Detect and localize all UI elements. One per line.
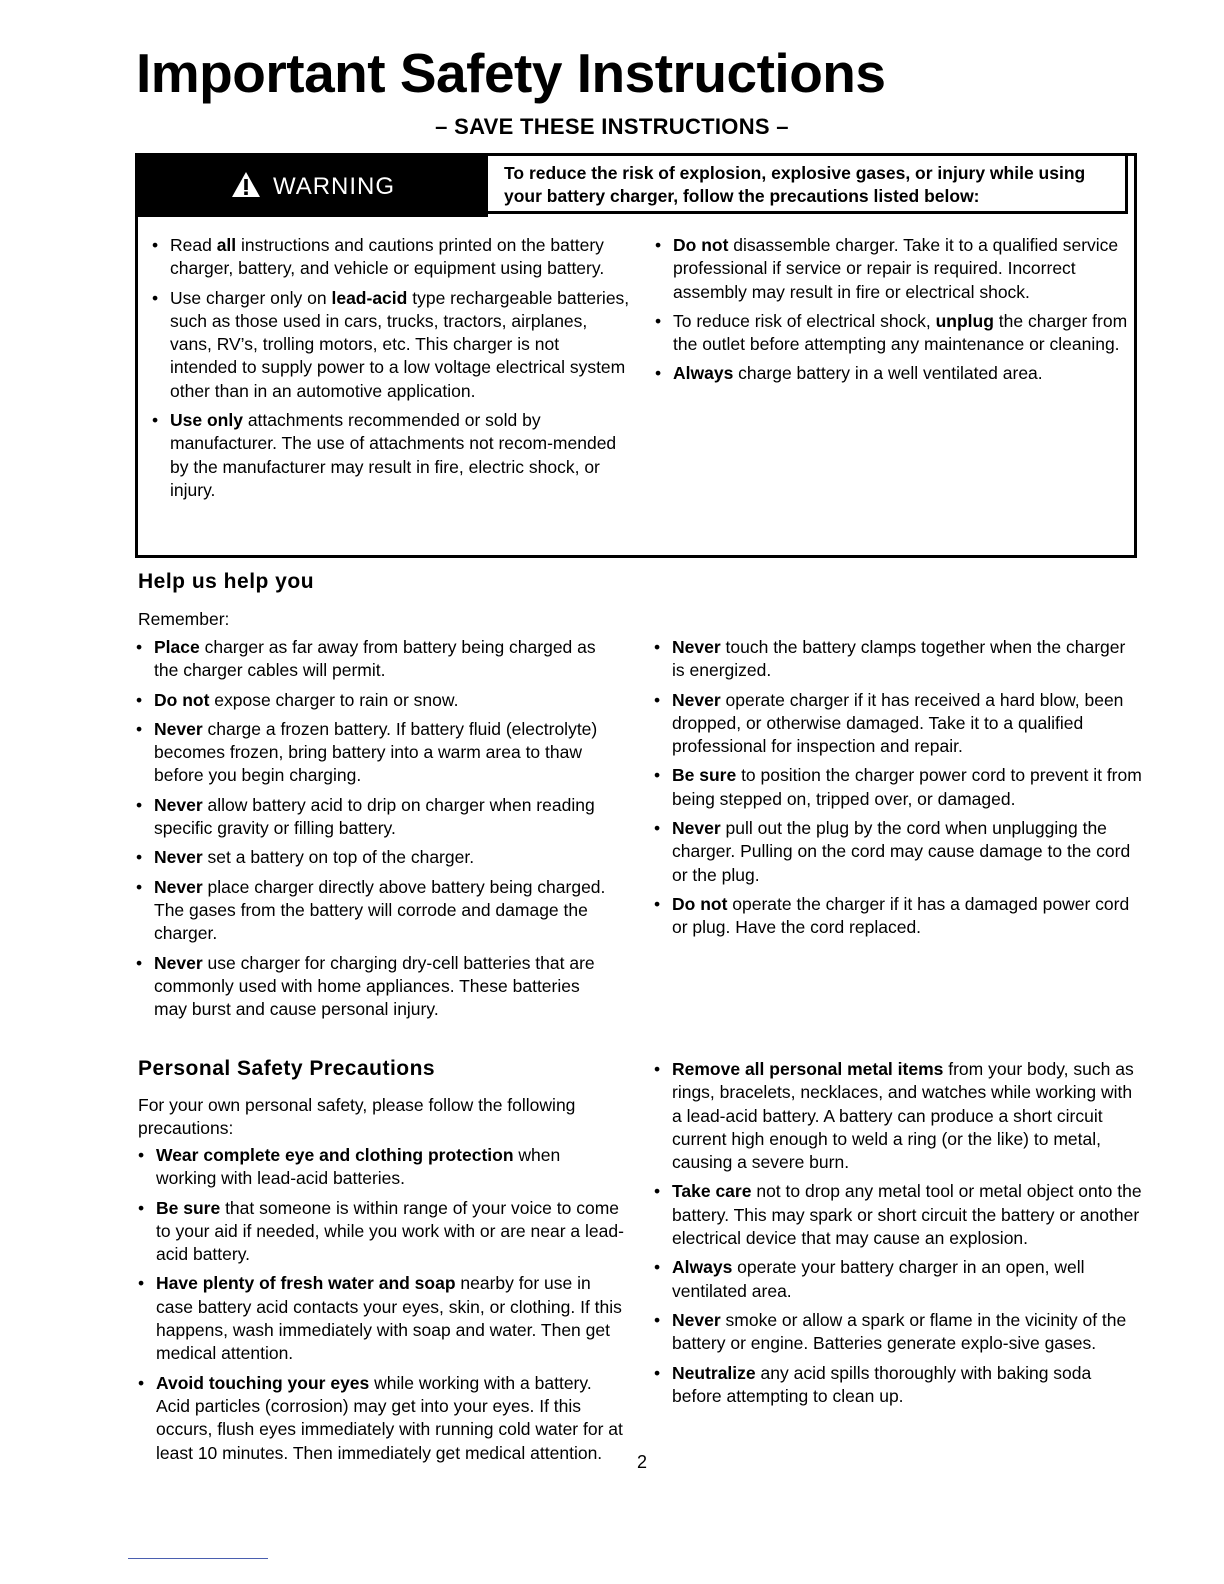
warning-banner	[138, 156, 488, 217]
list-item: • Do not disassemble charger. Take it to a qualified service professional if service or repair is required. Incorrect assembly may result in fire or electrical shock.	[653, 234, 1128, 304]
list-item: • Remove all personal metal items from your body, such as rings, bracelets, necklaces, and watches while working with a lead-acid battery. A battery can produce a short circuit current high enough to weld a ring (or the like) to metal, causing a severe burn.	[652, 1058, 1144, 1174]
warning-lead-text: To reduce the risk of explosion, explosive gases, or injury while using your battery charger, follow the precautions listed below:	[488, 156, 1128, 214]
personal-list-left	[136, 1144, 624, 1471]
list-item: • Never use charger for charging dry-cell batteries that are commonly used with home appliances. These batteries may burst and cause personal injury.	[134, 952, 609, 1022]
list-item: • Never allow battery acid to drip on charger when reading specific gravity or filling battery.	[134, 794, 609, 841]
help-intro: Remember:	[138, 609, 230, 629]
list-item: • Never operate charger if it has received a hard blow, been dropped, or otherwise damaged. Take it to a qualified professional for inspection and repair.	[652, 689, 1142, 759]
list-item: • Wear complete eye and clothing protection when working with lead-acid batteries.	[136, 1144, 624, 1191]
list-item: • Read all instructions and cautions printed on the battery charger, battery, and vehicle or equipment using battery.	[150, 234, 630, 281]
list-item: • Do not expose charger to rain or snow.	[134, 689, 609, 712]
list-item: • Have plenty of fresh water and soap nearby for use in case battery acid contacts your eyes, skin, or clothing. If this happens, wash immediately with soap and water. Then get medical attention.	[136, 1272, 624, 1365]
list-item: • Be sure that someone is within range of your voice to come to your aid if needed, while you work with or are near a lead-acid battery.	[136, 1197, 624, 1267]
warning-list-left	[150, 234, 630, 508]
personal-safety-intro: For your own personal safety, please follow the following precautions:	[138, 1095, 576, 1139]
help-list-left	[134, 636, 609, 1027]
list-item: • Always charge battery in a well ventilated area.	[653, 362, 1128, 385]
warning-box	[135, 153, 1137, 558]
list-item: • Never place charger directly above battery being charged. The gases from the battery will corrode and damage the charger.	[134, 876, 609, 946]
list-item: • Never pull out the plug by the cord when unplugging the charger. Pulling on the cord may cause damage to the cord or the plug.	[652, 817, 1142, 887]
list-item: • Use only attachments recommended or sold by manufacturer. The use of attachments not recom-mended by the manufacturer may result in fire, electric shock, or injury.	[150, 409, 630, 502]
list-item: • Neutralize any acid spills thoroughly with baking soda before attempting to clean up.	[652, 1362, 1144, 1409]
footer-rule	[128, 1558, 268, 1559]
warning-triangle-icon	[231, 171, 261, 203]
page-title: Important Safety Instructions	[136, 42, 886, 104]
list-item: • Place charger as far away from battery being charged as the charger cables will permit.	[134, 636, 609, 683]
list-item: • Never charge a frozen battery. If battery fluid (electrolyte) becomes frozen, bring battery into a warm area to thaw before you begin charging.	[134, 718, 609, 788]
list-item: • Be sure to position the charger power cord to prevent it from being stepped on, tripped over, or damaged.	[652, 764, 1142, 811]
personal-list-right	[652, 1058, 1144, 1414]
warning-label: WARNING	[272, 172, 396, 200]
help-heading: Help us help you	[138, 570, 315, 593]
list-item: • Never set a battery on top of the charger.	[134, 846, 609, 869]
list-item: • Never smoke or allow a spark or flame in the vicinity of the battery or engine. Batteries generate explo-sive gases.	[652, 1309, 1144, 1356]
list-item: • Use charger only on lead-acid type rechargeable batteries, such as those used in cars, trucks, tractors, airplanes, vans, RV’s, trolling motors, etc. This charger is not intended to supply power to a low voltage electrical system other than in an automotive application.	[150, 287, 630, 403]
list-item: • Avoid touching your eyes while working with a battery. Acid particles (corrosion) may get into your eyes. If this occurs, flush eyes immediately with running cold water for at least 10 minutes. Then immediately get medical attention.	[136, 1372, 624, 1465]
list-item: • Take care not to drop any metal tool or metal object onto the battery. This may spark or short circuit the battery or another electrical device that may cause an explosion.	[652, 1180, 1144, 1250]
list-item: • Do not operate the charger if it has a damaged power cord or plug. Have the cord replaced.	[652, 893, 1142, 940]
page-number: 2	[636, 1452, 647, 1472]
page-subtitle: – SAVE THESE INSTRUCTIONS –	[435, 114, 789, 139]
list-item: • To reduce risk of electrical shock, unplug the charger from the outlet before attempting any maintenance or cleaning.	[653, 310, 1128, 357]
list-item: • Always operate your battery charger in an open, well ventilated area.	[652, 1256, 1144, 1303]
help-list-right	[652, 636, 1142, 946]
list-item: • Never touch the battery clamps together when the charger is energized.	[652, 636, 1142, 683]
warning-list-right	[653, 234, 1128, 392]
personal-safety-heading: Personal Safety Precautions	[138, 1057, 436, 1080]
